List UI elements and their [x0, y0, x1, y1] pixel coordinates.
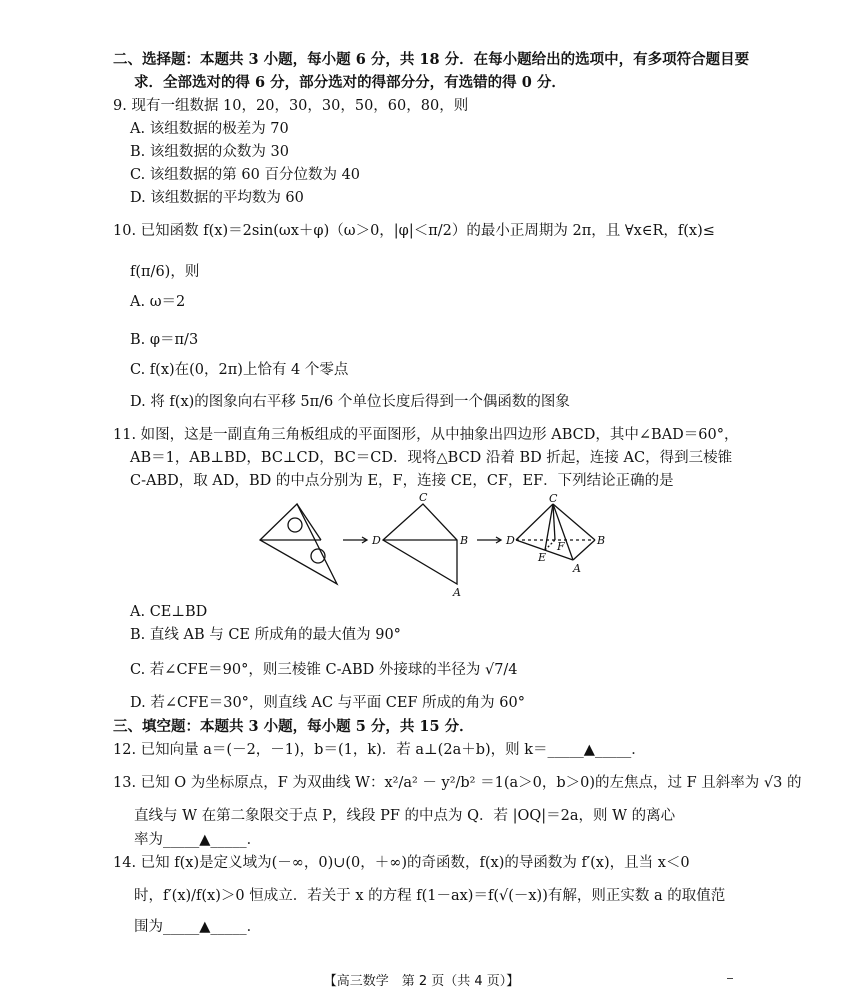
- q9-option-d: D. 该组数据的平均数为 60: [130, 190, 304, 206]
- q13-line1: 13. 已知 O 为坐标原点，F 为双曲线 W：x²/a² － y²/b² ＝1(a＞0，b＞0)的左焦点，过 F 且斜率为 √3 的: [113, 775, 802, 791]
- label-b2: B: [597, 534, 606, 547]
- q14-line1: 14. 已知 f(x)是定义域为(－∞，0)∪(0，＋∞)的奇函数，f(x)的导函数为 f′(x)，且当 x＜0: [113, 855, 690, 871]
- q11-option-d: D. 若∠CFE＝30°，则直线 AC 与平面 CEF 所成的角为 60°: [130, 695, 525, 711]
- q14-line3: 围为_____▲_____．: [134, 919, 262, 935]
- label-a2: A: [573, 562, 581, 575]
- q10-stem-line1: 10. 已知函数 f(x)＝2sin(ωx＋φ)（ω＞0，|φ|＜π/2）的最小正周期为 2π，且 ∀x∈R，f(x)≤: [113, 223, 715, 239]
- q11-option-b: B. 直线 AB 与 CE 所成角的最大值为 90°: [130, 627, 401, 643]
- edge-ab: [573, 540, 595, 560]
- q11-option-c: C. 若∠CFE＝90°，则三棱锥 C-ABD 外接球的半径为 √7/4: [130, 662, 518, 678]
- q13-line2: 直线与 W 在第二象限交于点 P，线段 PF 的中点为 Q．若 |OQ|＝2a，则 W 的离心: [134, 808, 676, 824]
- section3-header: 三、填空题：本题共 3 小题，每小题 5 分，共 15 分．: [113, 718, 474, 735]
- label-d2: D: [506, 534, 515, 547]
- label-c2: C: [549, 492, 558, 505]
- q11-stem-line3: C-ABD，取 AD，BD 的中点分别为 E，F，连接 CE，CF，EF．下列结论正确的是: [130, 473, 674, 489]
- q10-option-a: A. ω＝2: [130, 294, 186, 310]
- q11-figure: [255, 492, 615, 601]
- q11-option-a: A. CE⊥BD: [130, 604, 208, 620]
- section2-header-line1: 二、选择题：本题共 3 小题，每小题 6 分，共 18 分．在每小题给出的选项中，有多项符合题目要: [113, 51, 750, 68]
- triangle-board-outline: [260, 504, 337, 584]
- q9-option-a: A. 该组数据的极差为 70: [130, 121, 289, 137]
- section2-header-line2: 求．全部选对的得 6 分，部分选对的得部分分，有选错的得 0 分．: [134, 74, 566, 91]
- q10-option-b: B. φ＝π/3: [130, 332, 199, 348]
- q9-option-c: C. 该组数据的第 60 百分位数为 40: [130, 167, 361, 183]
- q14-line2: 时，f′(x)/f(x)＞0 恒成立．若关于 x 的方程 f(1－ax)＝f(√(－x))有解，则正实数 a 的取值范: [134, 888, 726, 904]
- q10-option-d: D. 将 f(x)的图象向右平移 5π/6 个单位长度后得到一个偶函数的图象: [130, 394, 570, 410]
- q11-figure-svg: [255, 492, 615, 597]
- q9-stem: 9. 现有一组数据 10，20，30，30，50，60，80，则: [113, 98, 469, 114]
- label-d1: D: [372, 534, 381, 547]
- corner-mark: [727, 978, 733, 979]
- q13-line3: 率为_____▲_____．: [134, 832, 262, 848]
- quadrilateral-abcd: [383, 504, 457, 584]
- page-footer: 【高三数学 第 2 页（共 4 页）】: [323, 974, 520, 989]
- q9-option-b: B. 该组数据的众数为 30: [130, 144, 289, 160]
- triangle-board-hole-1: [288, 518, 302, 532]
- label-a1: A: [453, 586, 461, 597]
- label-f2: F: [557, 540, 565, 553]
- label-b1: B: [460, 534, 469, 547]
- q10-option-c: C. f(x)在(0，2π)上恰有 4 个零点: [130, 362, 349, 378]
- q12-text: 12. 已知向量 a＝(－2，－1)，b＝(1，k)．若 a⊥(2a＋b)，则 k＝_____▲_____．: [113, 742, 646, 758]
- q10-stem-line2: f(π/6)，则: [130, 264, 200, 280]
- q11-stem-line1: 11. 如图，这是一副直角三角板组成的平面图形，从中抽象出四边形 ABCD，其中∠BAD＝60°，: [113, 427, 739, 443]
- label-c1: C: [419, 492, 428, 504]
- label-e2: E: [538, 551, 547, 564]
- q11-stem-line2: AB＝1，AB⊥BD，BC⊥CD，BC＝CD．现将△BCD 沿着 BD 折起，连接 AC，得到三棱锥: [130, 450, 733, 466]
